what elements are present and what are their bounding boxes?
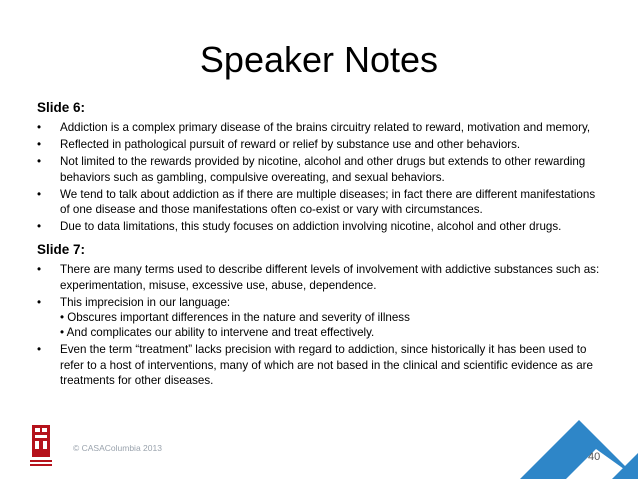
bullet-text: This imprecision in our language:: [60, 295, 231, 309]
speaker-notes: [37, 100, 607, 390]
bullet-icon: •: [37, 220, 42, 234]
bullet-text: Not limited to the rewards provided by nicotine, alcohol and other drugs but extends to other rewarding behaviors such as gambling, compulsive overeating, and sexual behaviors.: [60, 155, 586, 184]
bullet-icon: •: [37, 187, 42, 201]
page-number: 40: [588, 451, 601, 463]
list-item: [37, 154, 607, 184]
bullet-icon: •: [37, 263, 42, 277]
bullet-text: We tend to talk about addiction as if there are multiple diseases; in fact there are different manifestations of one disease and those manifestations often co-exist or vary with circumstances.: [60, 187, 596, 217]
slide-7-heading: Slide 7:: [37, 242, 86, 258]
bullet-icon: •: [37, 138, 42, 152]
casa-columbia-logo: [30, 425, 52, 469]
bullet-text: Even the term “treatment” lacks precision with regard to addiction, since historically it has been used to refer to a host of interventions, many of which are not based in the clinical and scientific evidence as are treatments for other diseases.: [60, 343, 593, 387]
sub-bullet-text: • And complicates our ability to intervene and treat effectively.: [60, 326, 375, 340]
bullet-icon: •: [37, 343, 42, 357]
sub-bullet-text: • Obscures important differences in the nature and severity of illness: [60, 311, 410, 325]
bullet-text: Addiction is a complex primary disease of the brains circuitry related to reward, motivation and memory,: [60, 121, 591, 134]
slide-6-bullet-list: [37, 120, 607, 234]
list-item: [37, 187, 607, 217]
bullet-icon: •: [37, 121, 42, 134]
copyright-text: © CASAColumbia 2013: [73, 443, 162, 453]
list-item: [37, 137, 607, 152]
bullet-icon: •: [37, 295, 42, 309]
slide-7-bullet-list: [37, 262, 607, 388]
list-item: [37, 120, 607, 135]
slide-6-heading: Slide 6:: [37, 100, 86, 115]
list-item: [37, 219, 607, 234]
bullet-text: There are many terms used to describe different levels of involvement with addictive substances such as: experimentation, misuse, excessive use, abuse, dependence.: [60, 263, 600, 292]
list-item: [37, 342, 607, 388]
page-title: Speaker Notes: [199, 39, 439, 80]
list-item: [37, 295, 607, 341]
bullet-icon: •: [37, 155, 42, 169]
blue-corner-chevron-icon: [520, 400, 638, 479]
bullet-text: Due to data limitations, this study focuses on addiction involving nicotine, alcohol and other drugs.: [60, 220, 562, 234]
list-item: [37, 262, 607, 292]
bullet-text: Reflected in pathological pursuit of reward or relief by substance use and other behaviors.: [60, 138, 521, 152]
